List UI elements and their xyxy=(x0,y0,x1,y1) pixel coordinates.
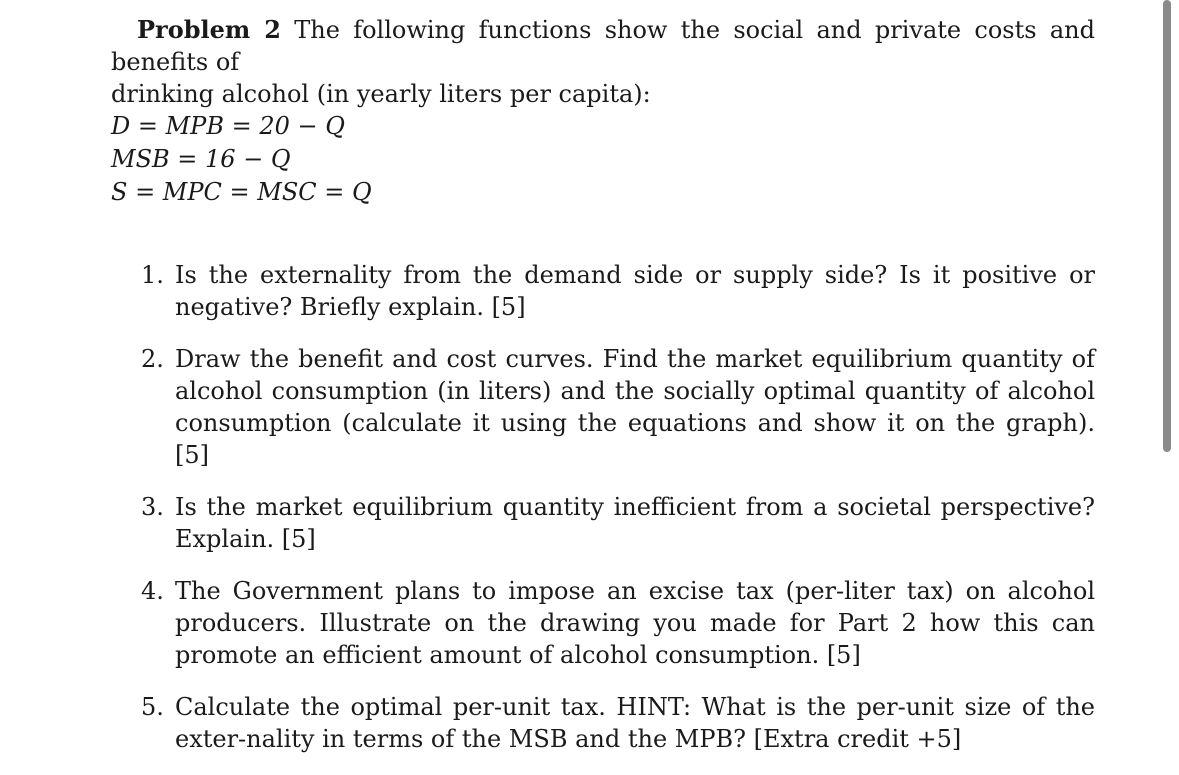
equation-msb: MSB = 16 − Q xyxy=(111,145,291,173)
question-text: Is the externality from the demand side or supply side? Is it positive or negative? Briefly explain. [5] xyxy=(175,261,1095,321)
question-text: Calculate the optimal per-unit tax. HINT: What is the per-unit size of the exter-nality in terms of the MSB and the MPB? [Extra credit +5] xyxy=(175,693,1095,753)
question-number: 2. xyxy=(141,345,164,373)
question-item xyxy=(111,491,1095,555)
question-item xyxy=(111,691,1095,755)
problem-intro xyxy=(111,14,1095,110)
question-item xyxy=(111,575,1095,671)
problem-heading: Problem 2 xyxy=(137,15,281,44)
question-number: 1. xyxy=(141,261,164,289)
equations-block xyxy=(111,110,372,209)
intro-text-2: drinking alcohol (in yearly liters per capita): xyxy=(111,80,651,108)
question-item xyxy=(111,259,1095,323)
question-text: Is the market equilibrium quantity inefficient from a societal perspective? Explain. [5] xyxy=(175,493,1095,553)
question-number: 5. xyxy=(141,693,164,721)
intro-text-1: The following functions show the social and private costs and benefits of xyxy=(111,16,1095,76)
question-number: 4. xyxy=(141,577,164,605)
intro-first-line xyxy=(111,14,1095,78)
vertical-scrollbar[interactable] xyxy=(1163,0,1171,452)
question-list xyxy=(111,259,1095,775)
question-item xyxy=(111,343,1095,471)
question-text: Draw the benefit and cost curves. Find the market equilibrium quantity of alcohol consumption (in liters) and the socially optimal quantity of alcohol consumption (calculate it using the equations and show it on the graph). [5] xyxy=(175,345,1095,469)
equation-demand: D = MPB = 20 − Q xyxy=(111,112,345,140)
question-text: The Government plans to impose an excise tax (per-liter tax) on alcohol producers. Illustrate on the drawing you made for Part 2 how this can promote an efficient amount of alcohol consumption. [5] xyxy=(175,577,1095,669)
question-number: 3. xyxy=(141,493,164,521)
equation-supply: S = MPC = MSC = Q xyxy=(111,178,372,206)
